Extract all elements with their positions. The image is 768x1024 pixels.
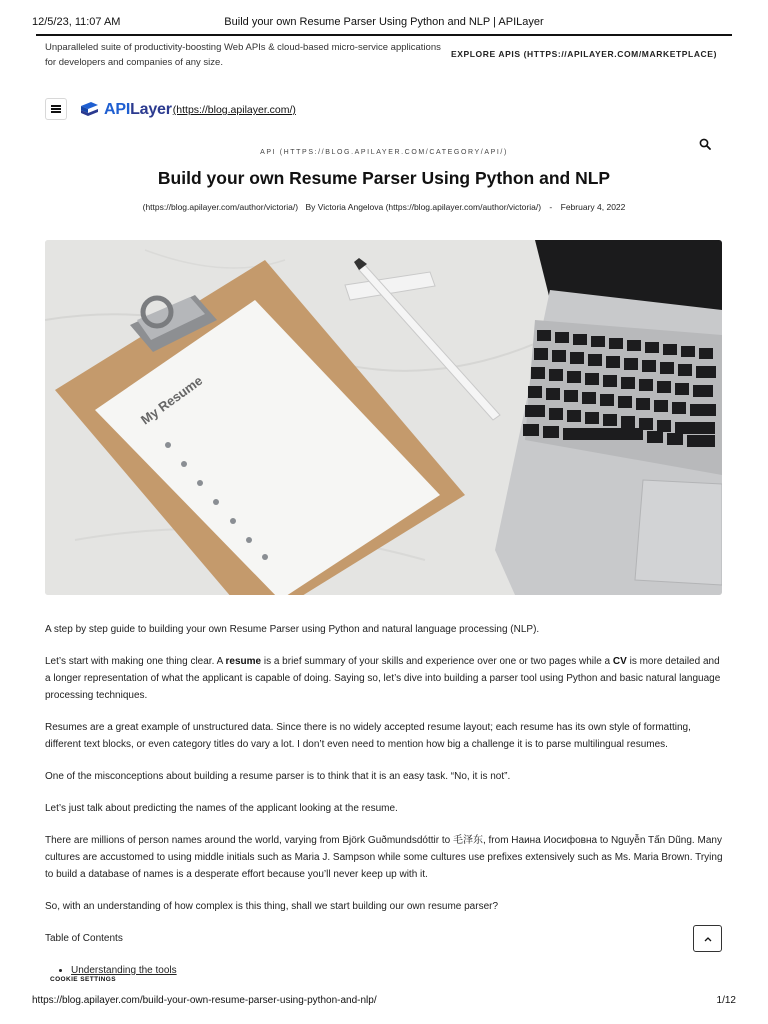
author-link[interactable]: By Victoria Angelova (https://blog.apilayer.com/author/victoria/) [305, 202, 542, 212]
chevron-up-icon [704, 936, 712, 942]
toc-label: Table of Contents [45, 933, 123, 944]
logo-wordmark [104, 101, 172, 119]
explore-apis-link[interactable]: EXPLORE APIS (HTTPS://APILAYER.COM/MARKETPLACE) [450, 49, 717, 59]
print-datetime: 12/5/23, 11:07 AM [32, 16, 121, 28]
article-body [45, 621, 725, 979]
print-page-title: Build your own Resume Parser Using Python and NLP | APILayer [224, 16, 544, 28]
hamburger-icon [51, 105, 61, 113]
article-title: Build your own Resume Parser Using Python and NLP [157, 168, 611, 188]
cookie-settings-link[interactable]: COOKIE SETTINGS [50, 976, 116, 983]
publish-date: February 4, 2022 [560, 202, 626, 212]
byline [0, 202, 768, 212]
category-link[interactable]: API (HTTPS://BLOG.APILAYER.COM/CATEGORY/API/) [260, 149, 508, 156]
top-bar [45, 40, 725, 76]
header-rule [36, 34, 732, 36]
table-of-contents [45, 962, 725, 979]
cv-keyword: CV [612, 656, 627, 667]
print-header [0, 0, 768, 32]
menu-button[interactable] [45, 98, 67, 120]
logo-url[interactable]: (https://blog.apilayer.com/) [172, 104, 296, 116]
hero-image [45, 240, 722, 595]
toc-item[interactable]: • Understanding the tools [71, 962, 725, 979]
hero-caption: My Resume [137, 372, 206, 428]
paragraph-unstructured: Resumes are a great example of unstructured data. Since there is no widely accepted resume layout; each resume has its own style of formatting, different text blocks, or even category titles do vary a lot. I don’t even need to mention how big a challenge it is to parse multilingual resumes. [45, 722, 691, 750]
back-to-top-button[interactable] [693, 925, 722, 952]
logo-suffix: Layer [130, 101, 172, 118]
print-url: https://blog.apilayer.com/build-your-own-resume-parser-using-python-and-nlp/ [32, 995, 377, 1006]
paragraph-name-examples: There are millions of person names around the world, varying from Björk Guðmundsdóttir to 毛泽东, from Наина Иосифовна to Nguyễn Tấn Dũng. Many cultures are accustomed to using middle initials such as Maria J. Sampson while some cultures use prefixes extensively such as Ms. Maria Brown. Trying to build a database of names is a desperate effort because you’ll never keep up with it. [45, 835, 723, 880]
paragraph-names: Let’s just talk about predicting the names of the applicant looking at the resume. [45, 803, 398, 814]
paragraph-resume-vs-cv: Let’s start with making one thing clear. A resume is a brief summary of your skills and experience over one or two pages while a CV is more detailed and a longer representation of what the applicant is capable of doing. Saying so, let’s dive into building a parser tool using Python and basic natural language processing techniques. [45, 656, 721, 701]
paragraph-misconceptions: One of the misconceptions about building a resume parser is to think that it is an easy task. “No, it is not”. [45, 771, 511, 782]
resume-keyword: resume [225, 656, 262, 667]
hero-illustration [45, 240, 722, 595]
paragraph-start: So, with an understanding of how complex is this thing, shall we start building our own resume parser? [45, 901, 499, 912]
main-nav [45, 98, 725, 124]
apilayer-logo-icon [79, 101, 99, 119]
byline-separator: - [549, 202, 553, 212]
site-logo[interactable] [79, 100, 296, 120]
page-number: 1/12 [716, 995, 736, 1006]
logo-prefix: API [104, 101, 131, 118]
author-avatar-link[interactable]: (https://blog.apilayer.com/author/victoria/) [142, 202, 299, 212]
intro-paragraph: A step by step guide to building your own Resume Parser using Python and natural language processing (NLP). [45, 624, 540, 635]
site-tagline: Unparalleled suite of productivity-boosting Web APIs & cloud-based micro-service applications for developers and companies of any size. [45, 42, 441, 68]
